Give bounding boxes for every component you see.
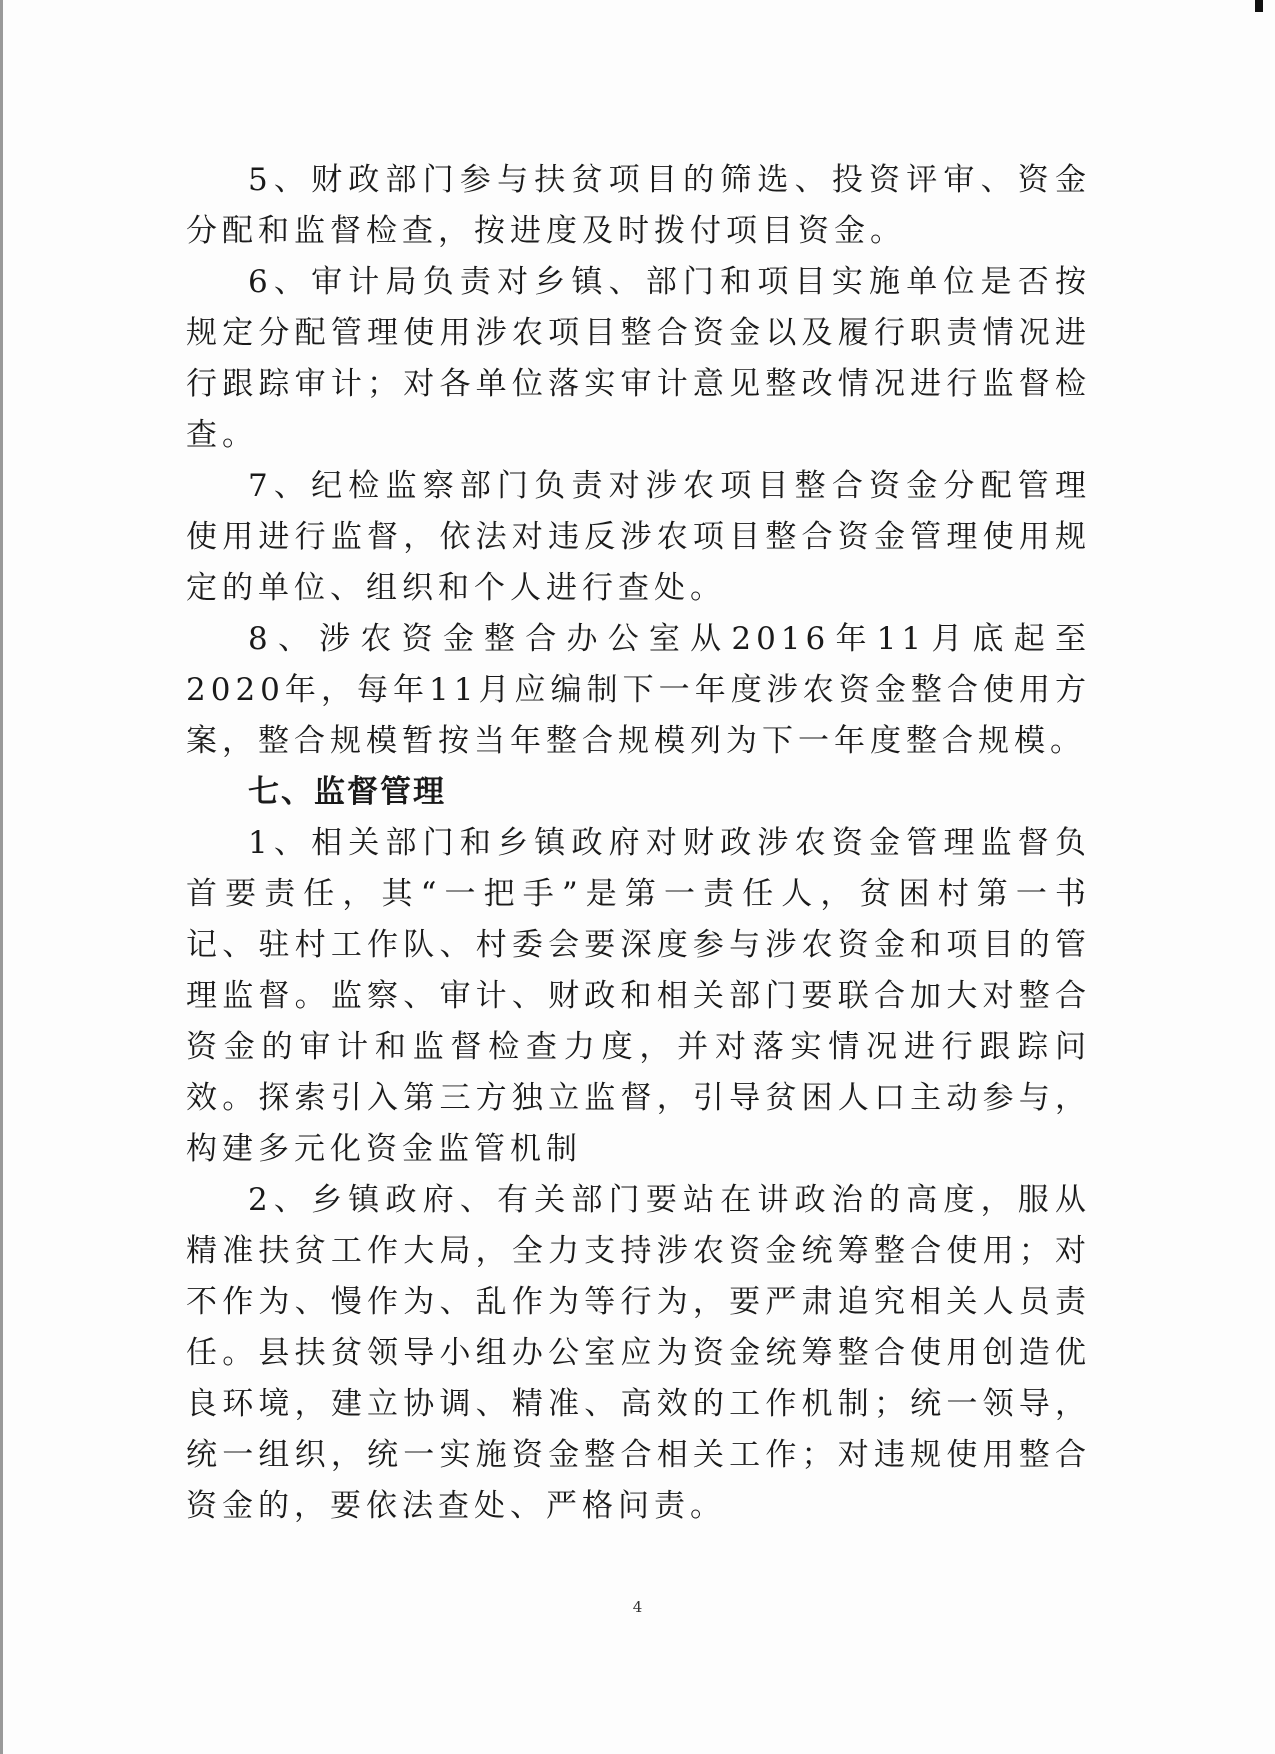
paragraph-township-government: 2、乡镇政府、有关部门要站在讲政治的高度，服从精准扶贫工作大局，全力支持涉农资金统筹整合使用；对不作为、慢作为、乱作为等行为，要严肃追究相关人员责任。县扶贫领导小组办公室应为资金统筹整合使用创造优良环境，建立协调、精准、高效的工作机制；统一领导，统一组织，统一实施资金整合相关工作；对违规使用整合资金的，要依法查处、严格问责。 bbox=[186, 1182, 1091, 1524]
scan-edge bbox=[0, 0, 3, 1754]
paragraph-supervision-responsibility: 1、相关部门和乡镇政府对财政涉农资金管理监督负首要责任，其“一把手”是第一责任人，贫困村第一书记、驻村工作队、村委会要深度参与涉农资金和项目的管理监督。监察、审计、财政和相关部门要联合加大对整合资金的审计和监督检查力度，并对落实情况进行跟踪问效。探索引入第三方独立监督，引导贫困人口主动参与，构建多元化资金监管机制 bbox=[186, 825, 1091, 1167]
scan-mark bbox=[1255, 0, 1263, 12]
paragraph-audit-bureau: 6、审计局负责对乡镇、部门和项目实施单位是否按规定分配管理使用涉农项目整合资金以及履行职责情况进行跟踪审计；对各单位落实审计意见整改情况进行监督检查。 bbox=[186, 264, 1091, 453]
paragraph-discipline-inspection: 7、纪检监察部门负责对涉农项目整合资金分配管理使用进行监督，依法对违反涉农项目整合资金管理使用规定的单位、组织和个人进行查处。 bbox=[186, 468, 1091, 606]
paragraph-finance-dept: 5、财政部门参与扶贫项目的筛选、投资评审、资金分配和监督检查，按进度及时拨付项目资金。 bbox=[186, 162, 1091, 249]
document-body bbox=[186, 155, 1091, 1532]
section-heading-supervision: 七、监督管理 bbox=[248, 774, 446, 810]
page-number: 4 bbox=[632, 1598, 643, 1616]
paragraph-integration-office: 8、涉农资金整合办公室从2016年11月底起至2020年，每年11月应编制下一年度涉农资金整合使用方案，整合规模暂按当年整合规模列为下一年度整合规模。 bbox=[186, 621, 1091, 759]
